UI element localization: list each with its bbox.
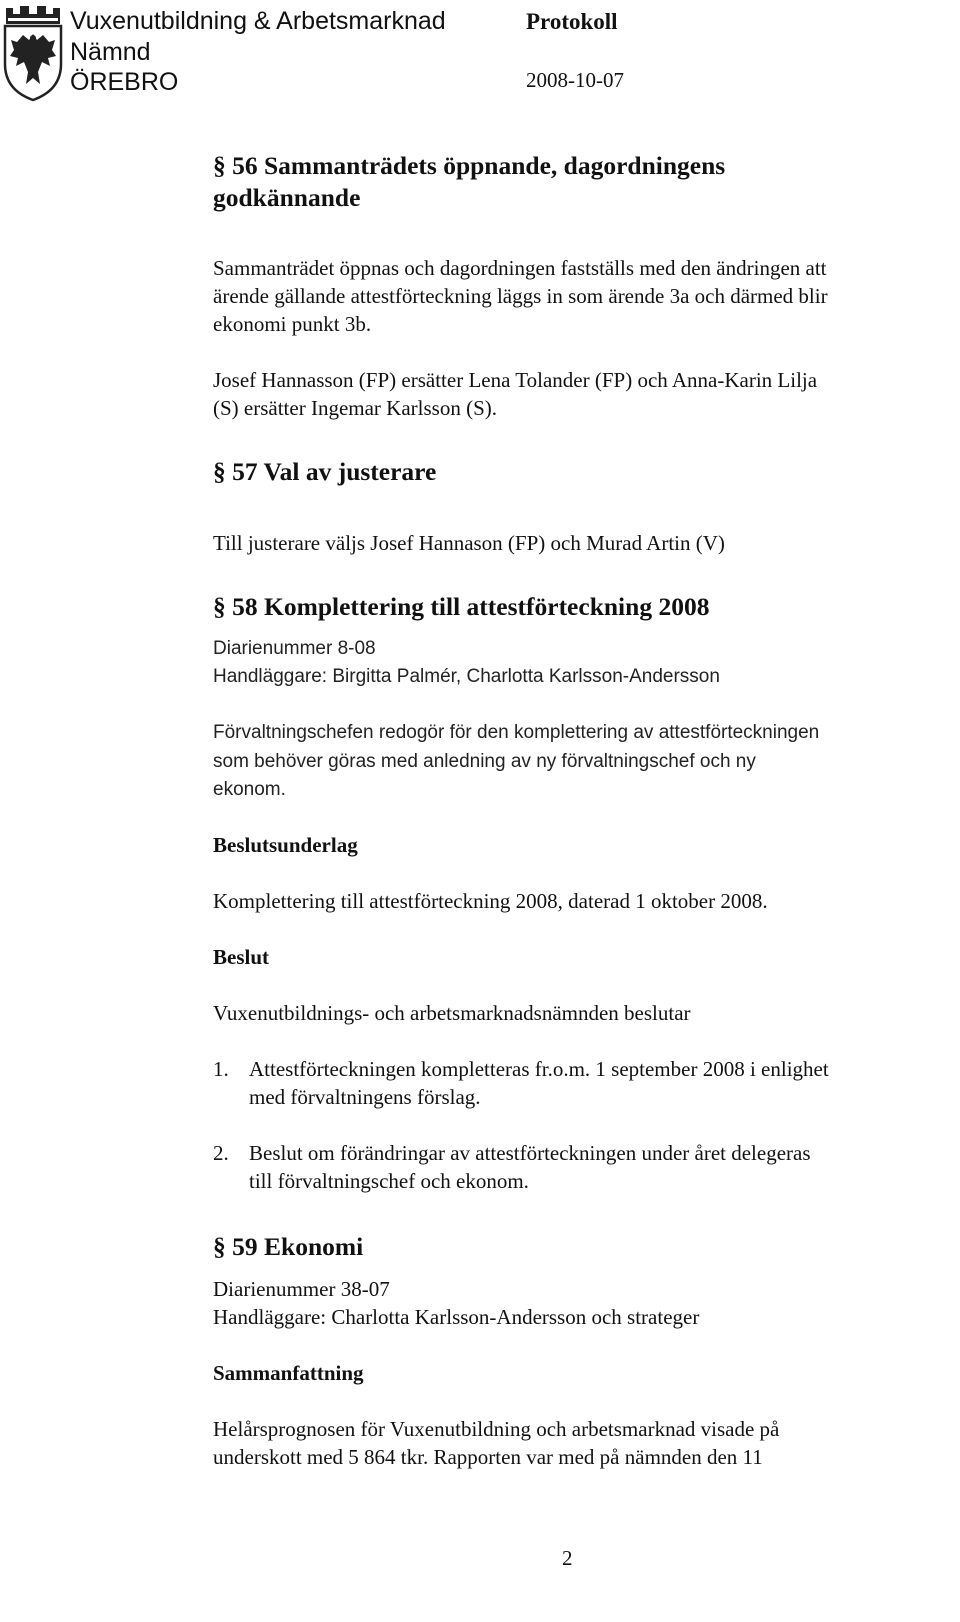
section-58-subheading-beslut: Beslut xyxy=(213,945,270,969)
section-58-paragraph-line: ekonom. xyxy=(213,779,286,800)
organization-name-line2: Nämnd xyxy=(70,38,151,66)
section-56-paragraph-line: Sammanträdet öppnas och dagordningen fastställs med den ändringen att xyxy=(213,256,827,280)
section-58-paragraph-line: som behöver göras med anledning av ny förvaltningschef och ny xyxy=(213,751,756,772)
section-58-subheading-beslutsunderlag: Beslutsunderlag xyxy=(213,833,358,857)
section-58-heading: § 58 Komplettering till attestförteckning 2008 xyxy=(213,592,710,621)
page-number: 2 xyxy=(562,1546,573,1570)
coat-of-arms-logo xyxy=(2,2,64,102)
section-59-paragraph-line: underskott med 5 864 tkr. Rapporten var med på nämnden den 11 xyxy=(213,1445,763,1469)
section-59-heading: § 59 Ekonomi xyxy=(213,1232,364,1261)
section-56-heading: § 56 Sammanträdets öppnande, dagordningens xyxy=(213,151,726,180)
document-type: Protokoll xyxy=(526,9,618,34)
section-57-heading: § 57 Val av justerare xyxy=(213,457,437,486)
list-item-text: Attestförteckningen kompletteras fr.o.m. 1 september 2008 i enlighet xyxy=(249,1057,829,1081)
section-58-paragraph-line: Förvaltningschefen redogör för den komplettering av attestförteckningen xyxy=(213,722,820,743)
section-57-paragraph: Till justerare väljs Josef Hannason (FP) och Murad Artin (V) xyxy=(213,531,725,555)
section-56-paragraph-line: (S) ersätter Ingemar Karlsson (S). xyxy=(213,396,497,420)
section-59-subheading-sammanfattning: Sammanfattning xyxy=(213,1361,364,1385)
document-date: 2008-10-07 xyxy=(526,68,624,92)
organization-name-line1: Vuxenutbildning & Arbetsmarknad xyxy=(70,7,446,35)
list-item-text: Beslut om förändringar av attestförteckningen under året delegeras xyxy=(249,1141,811,1165)
section-56-paragraph-line: ärende gällande attestförteckning läggs in som ärende 3a och därmed blir xyxy=(213,284,828,308)
list-item-text: till förvaltningschef och ekonom. xyxy=(249,1169,529,1193)
section-56-heading-cont: godkännande xyxy=(213,183,361,212)
section-59-handlaggare: Handläggare: Charlotta Karlsson-Andersson och strateger xyxy=(213,1305,700,1329)
section-56-paragraph-line: ekonomi punkt 3b. xyxy=(213,312,372,336)
section-58-beslut-intro: Vuxenutbildnings- och arbetsmarknadsnämnden beslutar xyxy=(213,1001,691,1025)
list-item-number: 2. xyxy=(213,1141,229,1165)
section-59-paragraph-line: Helårsprognosen för Vuxenutbildning och arbetsmarknad visade på xyxy=(213,1417,780,1441)
organization-city: ÖREBRO xyxy=(70,68,179,96)
section-58-underlag-text: Komplettering till attestförteckning 2008, daterad 1 oktober 2008. xyxy=(213,889,768,913)
section-56-paragraph-line: Josef Hannasson (FP) ersätter Lena Tolander (FP) och Anna-Karin Lilja xyxy=(213,368,818,392)
list-item-number: 1. xyxy=(213,1057,229,1081)
section-58-handlaggare: Handläggare: Birgitta Palmér, Charlotta Karlsson-Andersson xyxy=(213,666,720,687)
section-58-diarienummer: Diarienummer 8-08 xyxy=(213,638,376,659)
section-59-diarienummer: Diarienummer 38-07 xyxy=(213,1277,390,1301)
list-item-text: med förvaltningens förslag. xyxy=(249,1085,481,1109)
